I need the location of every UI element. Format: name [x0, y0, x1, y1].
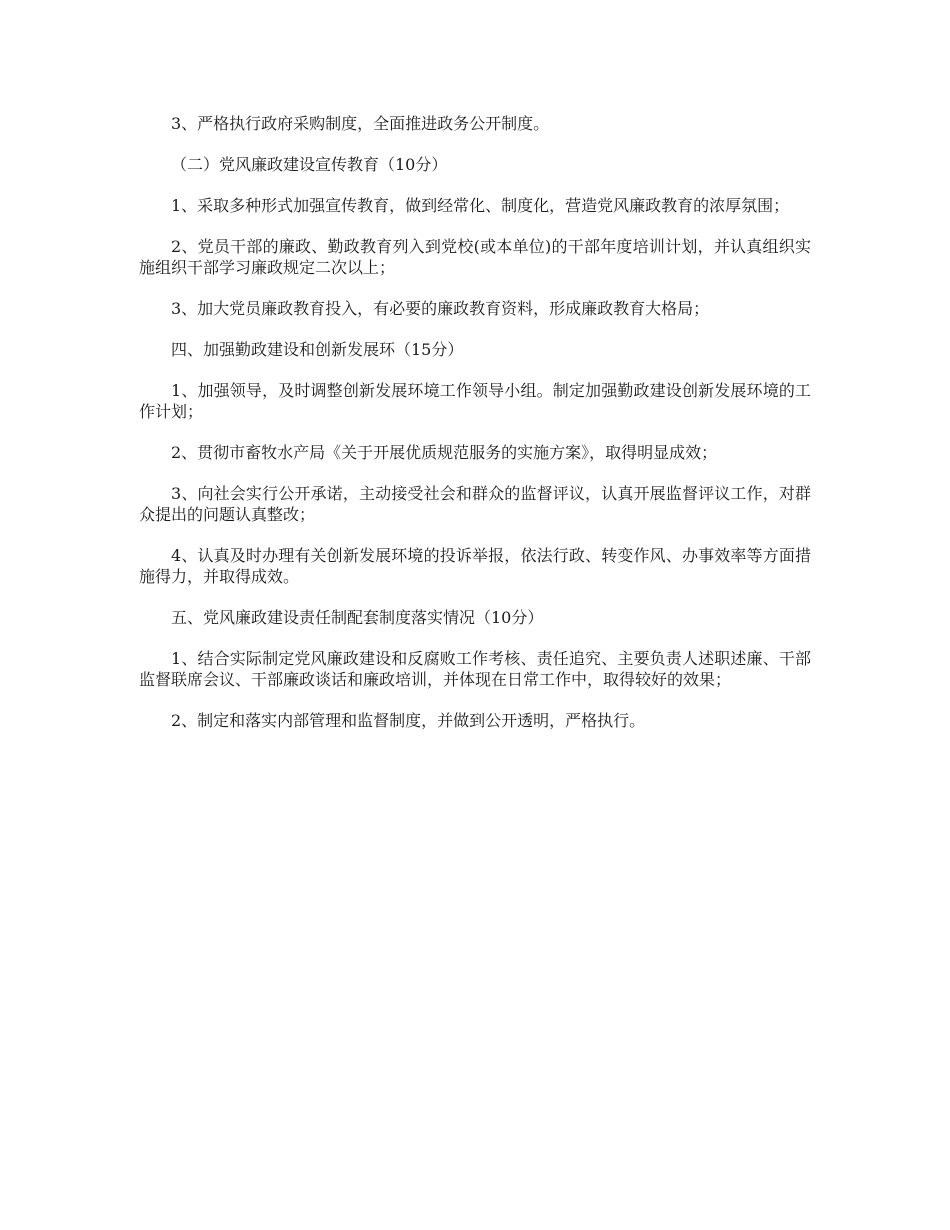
paragraph: 1、结合实际制定党风廉政建设和反腐败工作考核、责任追究、主要负责人述职述廉、干部监督联席会议、干部廉政谈话和廉政培训，并体现在日常工作中，取得较好的效果； [139, 649, 811, 689]
section-heading: 五、党风廉政建设责任制配套制度落实情况（10分） [171, 608, 544, 627]
section-heading: 四、加强勤政建设和创新发展环（15分） [171, 340, 464, 359]
paragraph: 3、加大党员廉政教育投入，有必要的廉政教育资料，形成廉政教育大格局； [171, 299, 710, 318]
paragraph: 2、制定和落实内部管理和监督制度，并做到公开透明，严格执行。 [171, 711, 646, 730]
paragraph: 1、加强领导，及时调整创新发展环境工作领导小组。制定加强勤政建设创新发展环境的工作计划； [139, 381, 811, 421]
paragraph: 4、认真及时办理有关创新发展环境的投诉举报，依法行政、转变作风、办事效率等方面措施得力，并取得成效。 [139, 546, 811, 586]
paragraph: 3、严格执行政府采购制度，全面推进政务公开制度。 [171, 114, 550, 133]
paragraph: 3、向社会实行公开承诺，主动接受社会和群众的监督评议，认真开展监督评议工作，对群众提出的问题认真整改； [139, 484, 811, 524]
document-body [139, 113, 811, 751]
paragraph: 2、党员干部的廉政、勤政教育列入到党校(或本单位)的干部年度培训计划，并认真组织实施组织干部学习廉政规定二次以上； [139, 237, 811, 277]
paragraph: 2、贯彻市畜牧水产局《关于开展优质规范服务的实施方案》，取得明显成效； [171, 443, 718, 462]
section-heading: （二）党风廉政建设宣传教育（10分） [171, 155, 448, 174]
paragraph: 1、采取多种形式加强宣传教育，做到经常化、制度化，营造党风廉政教育的浓厚氛围； [171, 196, 790, 215]
